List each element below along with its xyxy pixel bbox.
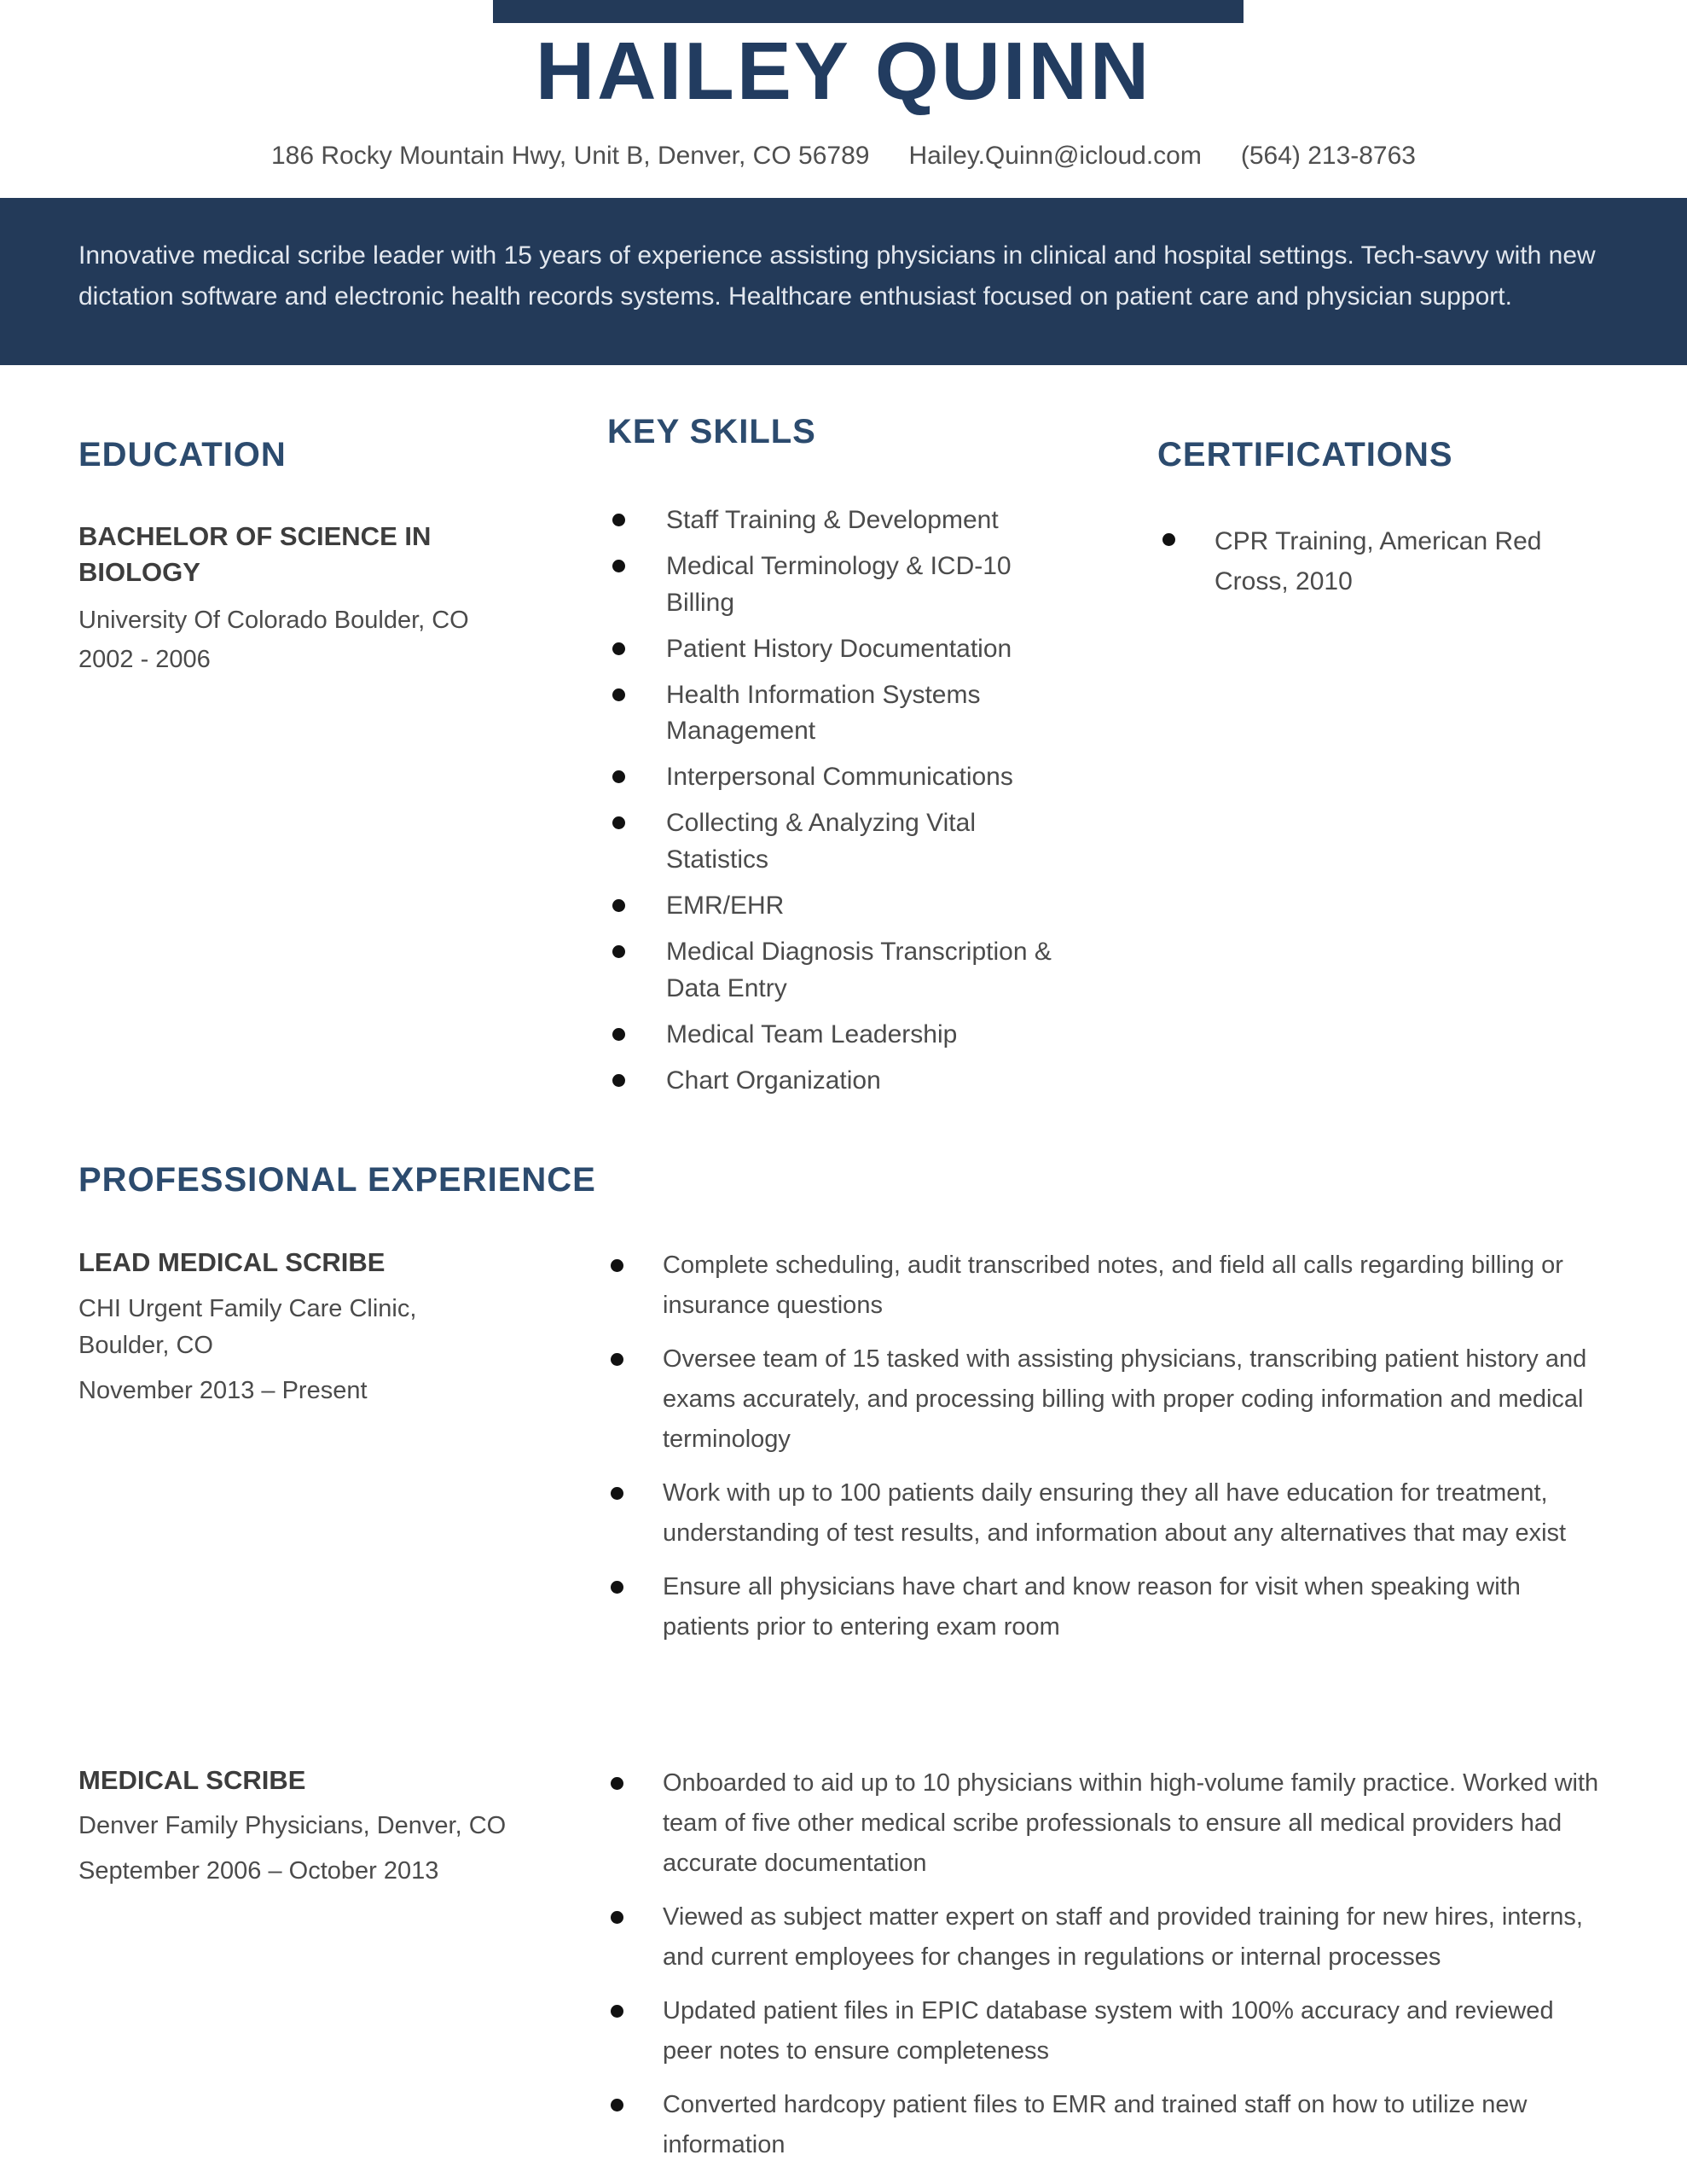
skill-label: Medical Team Leadership [666, 1019, 958, 1048]
job-bullet-text: Converted hardcopy patient files to EMR and trained staff on how to utilize new information [663, 2090, 1528, 2158]
key-skills-list [607, 502, 1157, 1099]
contact-email: Hailey.Quinn@icloud.com [908, 142, 1202, 170]
skill-label: Health Information Systems Management [666, 680, 981, 746]
bullet-icon [612, 899, 625, 912]
bullet-icon [612, 816, 625, 829]
job-bullet-text: Work with up to 100 patients daily ensuring they all have education for treatment, understanding of test results, and information about any alternatives that may exist [663, 1479, 1567, 1548]
bullet-icon [611, 1581, 623, 1594]
degree-title-line: BACHELOR OF SCIENCE IN [78, 521, 432, 551]
bullet-icon [612, 642, 625, 655]
top-accent-bar [493, 0, 1244, 23]
skill-label: Medical Terminology & ICD-10 Billing [666, 551, 1012, 617]
job-bullet-item [606, 1763, 1609, 1884]
key-skills-heading: KEY SKILLS [607, 413, 816, 450]
skill-item [607, 1063, 1157, 1100]
bullet-icon [611, 1487, 623, 1500]
bullet-icon [612, 770, 625, 783]
job-dates: September 2006 – October 2013 [78, 1856, 439, 1885]
education-section [78, 413, 607, 674]
summary-text: Innovative medical scribe leader with 15 years of experience assisting physicians in clinical and hospital settings. Tech-savvy with new dictation software and electronic health records systems. Healthcare enthusiast focused on patient care and physician support. [78, 241, 1596, 311]
contact-address: 186 Rocky Mountain Hwy, Unit B, Denver, CO 56789 [271, 142, 870, 170]
certification-item [1157, 522, 1609, 601]
school-name: University Of Colorado Boulder, CO [78, 606, 469, 634]
degree-title [78, 519, 471, 590]
bullet-icon [611, 2099, 623, 2111]
experience-heading: PROFESSIONAL EXPERIENCE [78, 1161, 596, 1199]
job-meta [78, 1763, 606, 1885]
bullet-icon [611, 1259, 623, 1272]
bullet-icon [612, 560, 625, 572]
skill-item [607, 631, 1157, 668]
skill-item [607, 1017, 1157, 1054]
education-heading: EDUCATION [78, 436, 287, 473]
bullet-icon [611, 1911, 623, 1924]
bullet-icon [612, 514, 625, 526]
job-bullet-text: Updated patient files in EPIC database system with 100% accuracy and reviewed peer notes to ensure completeness [663, 1997, 1554, 2065]
job-bullet-text: Oversee team of 15 tasked with assisting physicians, transcribing patient history and exams accurately, and processing billing with proper coding information and medical terminology [663, 1345, 1587, 1454]
resume-header [0, 26, 1687, 171]
skill-item [607, 805, 1157, 879]
key-skills-section [607, 413, 1157, 1108]
certifications-section [1157, 413, 1609, 611]
skill-label: Interpersonal Communications [666, 763, 1013, 792]
skill-item [607, 934, 1157, 1008]
job-bullet-item [606, 1339, 1609, 1460]
job-bullet-text: Viewed as subject matter expert on staff and provided training for new hires, interns, and current employees for changes in regulations or internal processes [663, 1903, 1583, 1972]
bullet-icon [611, 1353, 623, 1366]
job-bullet-item [606, 1567, 1609, 1647]
job-entry-lead-medical-scribe [78, 1246, 1609, 1661]
contact-phone: (564) 213-8763 [1240, 142, 1416, 170]
job-bullet-item [606, 1897, 1609, 1978]
job-company-line: CHI Urgent Family Care Clinic, [78, 1294, 417, 1322]
job-title: LEAD MEDICAL SCRIBE [78, 1247, 386, 1278]
candidate-name: HAILEY QUINN [535, 26, 1152, 117]
skill-item [607, 502, 1157, 539]
info-columns [0, 413, 1687, 1108]
job-bullet-item [606, 1473, 1609, 1554]
skill-item [607, 888, 1157, 925]
experience-section [0, 1161, 1687, 2178]
certifications-heading: CERTIFICATIONS [1157, 436, 1453, 473]
job-company-line: Denver Family Physicians, Denver, CO [78, 1812, 507, 1840]
bullet-icon [612, 688, 625, 701]
skill-item [607, 549, 1157, 622]
skill-label: Collecting & Analyzing Vital Statistics [666, 809, 976, 874]
bullet-icon [612, 945, 625, 958]
bullet-icon [612, 1074, 625, 1087]
skill-label: Medical Diagnosis Transcription & Data Entry [666, 937, 1052, 1002]
job-dates: November 2013 – Present [78, 1376, 368, 1404]
certification-label: CPR Training, American Red Cross, 2010 [1215, 527, 1542, 595]
skill-label: EMR/EHR [666, 892, 785, 921]
skill-item [607, 759, 1157, 796]
job-bullet-item [606, 1991, 1609, 2071]
job-bullet-list [606, 1763, 1609, 2179]
job-company [78, 1808, 539, 1845]
job-title: MEDICAL SCRIBE [78, 1765, 306, 1796]
job-company [78, 1291, 539, 1365]
job-entry-medical-scribe [78, 1763, 1609, 2179]
bullet-icon [612, 1028, 625, 1041]
job-bullet-item [606, 1246, 1609, 1326]
job-bullet-text: Ensure all physicians have chart and know reason for visit when speaking with patients prior to entering exam room [663, 1573, 1521, 1641]
job-bullet-list [606, 1246, 1609, 1661]
job-company-line: Boulder, CO [78, 1332, 213, 1360]
skill-label: Staff Training & Development [666, 506, 999, 534]
bullet-icon [1162, 533, 1175, 546]
bullet-icon [611, 1777, 623, 1790]
skill-label: Patient History Documentation [666, 634, 1012, 663]
education-years: 2002 - 2006 [78, 646, 211, 674]
job-bullet-text: Onboarded to aid up to 10 physicians within high-volume family practice. Worked with team of five other medical scribe professionals to ensure all medical providers had accurate documentation [663, 1769, 1599, 1878]
summary-banner [0, 198, 1687, 365]
skill-item [607, 677, 1157, 751]
job-meta [78, 1246, 606, 1404]
contact-line [0, 142, 1687, 171]
job-bullet-item [606, 2085, 1609, 2165]
degree-title-line: BIOLOGY [78, 556, 200, 587]
job-bullet-text: Complete scheduling, audit transcribed notes, and field all calls regarding billing or insurance questions [663, 1252, 1563, 1320]
certifications-list [1157, 522, 1609, 601]
bullet-icon [611, 2005, 623, 2018]
skill-label: Chart Organization [666, 1066, 881, 1095]
